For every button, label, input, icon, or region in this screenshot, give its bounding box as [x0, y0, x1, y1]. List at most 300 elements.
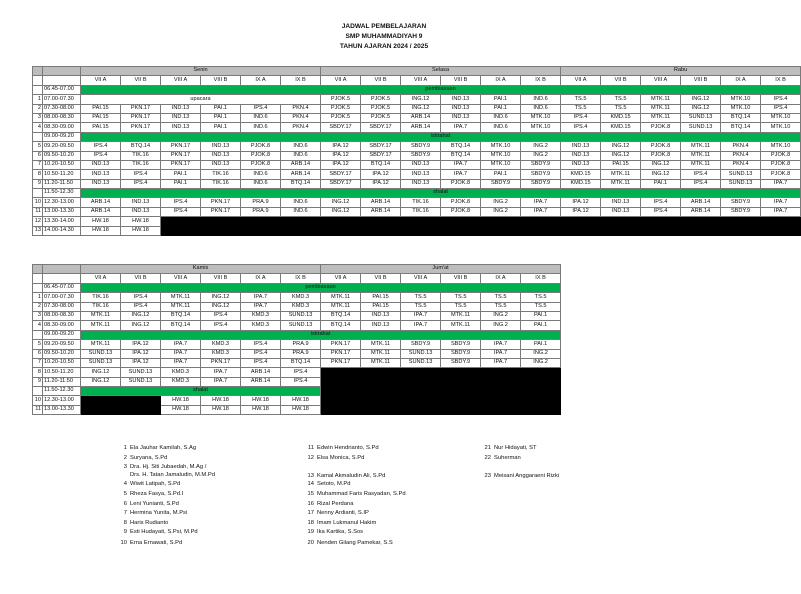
- lesson-cell: PJOK.5: [321, 104, 361, 113]
- lesson-cell: ARB.14: [281, 170, 321, 179]
- empty-slot: [81, 405, 161, 414]
- lesson-cell: IND.13: [81, 179, 121, 188]
- lesson-cell: HW.18: [281, 396, 321, 405]
- lesson-cell: PRA.9: [281, 349, 321, 358]
- row-no: 10: [33, 198, 43, 207]
- lesson-cell: KMD.3: [201, 349, 241, 358]
- teacher-no: 12: [307, 455, 314, 461]
- lesson-cell: ING.12: [601, 151, 641, 160]
- lesson-cell: PKN.17: [161, 151, 201, 160]
- lesson-cell: SUND.13: [281, 311, 321, 320]
- istirahat-band: istirahat: [81, 330, 561, 339]
- lesson-cell: KMD.15: [561, 179, 601, 188]
- lesson-cell: KMD.15: [601, 123, 641, 132]
- lesson-cell: ING.12: [321, 198, 361, 207]
- teacher-name: Suherman: [494, 455, 521, 461]
- lesson-cell: HW.18: [161, 396, 201, 405]
- lesson-cell: IPA.7: [161, 340, 201, 349]
- row-no: [33, 387, 43, 396]
- lesson-cell: PJOK.5: [361, 113, 401, 122]
- lesson-cell: HW.18: [241, 405, 281, 414]
- lesson-cell: MTK.10: [481, 151, 521, 160]
- subheader-time: [43, 76, 81, 85]
- lesson-cell: HW.18: [121, 226, 161, 235]
- class-header: VIII B: [201, 274, 241, 283]
- school-year: TAHUN AJARAN 2024 / 2025: [339, 43, 429, 50]
- lesson-cell: SUND.13: [81, 358, 121, 367]
- lesson-cell: TS.5: [561, 95, 601, 104]
- lesson-cell: IND.6: [241, 123, 281, 132]
- lesson-cell: IND.13: [161, 104, 201, 113]
- empty-slot: [321, 396, 561, 405]
- lesson-cell: MTK.11: [441, 321, 481, 330]
- lesson-cell: BTQ.14: [161, 311, 201, 320]
- lesson-cell: TS.5: [441, 293, 481, 302]
- teacher-name: Imam Lukmanul Hakim: [317, 520, 377, 526]
- lesson-cell: ING.12: [321, 207, 361, 216]
- lesson-cell: IPA.7: [521, 198, 561, 207]
- subheader-time: [43, 274, 81, 283]
- teacher-no: 22: [484, 455, 491, 461]
- lesson-cell: IPS.4: [241, 358, 281, 367]
- row-time: 08.30-09.00: [43, 321, 81, 330]
- lesson-cell: IPA.7: [401, 311, 441, 320]
- day-header: Rabu: [561, 67, 801, 76]
- lesson-cell: SUND.13: [721, 170, 761, 179]
- lesson-cell: ING.2: [481, 198, 521, 207]
- header-time: [43, 265, 81, 274]
- lesson-cell: SUND.13: [81, 349, 121, 358]
- row-no: 11: [33, 405, 43, 414]
- lesson-cell: IND.13: [441, 104, 481, 113]
- lesson-cell: ING.2: [521, 349, 561, 358]
- lesson-cell: ARB.14: [81, 207, 121, 216]
- lesson-cell: PKN.17: [321, 358, 361, 367]
- teacher-no: 18: [307, 520, 314, 526]
- lesson-cell: TS.5: [401, 302, 441, 311]
- lesson-cell: ING.2: [521, 358, 561, 367]
- teacher-name: Hermina Yunita, M.Psi: [130, 510, 188, 516]
- lesson-cell: BTQ.14: [161, 321, 201, 330]
- teacher-entry: [304, 456, 364, 462]
- schedule-title: JADWAL PEMBELAJARAN: [341, 23, 427, 30]
- lesson-cell: IPA.7: [161, 349, 201, 358]
- row-no: 12: [33, 217, 43, 226]
- lesson-cell: IPS.4: [641, 198, 681, 207]
- class-header: VII B: [601, 76, 641, 85]
- lesson-cell: IPA.12: [561, 207, 601, 216]
- lesson-cell: PRA.9: [241, 198, 281, 207]
- lesson-cell: PJOK.8: [241, 142, 281, 151]
- teacher-no: 11: [307, 445, 314, 451]
- lesson-cell: MTK.11: [601, 170, 641, 179]
- lesson-cell: ARB.14: [361, 207, 401, 216]
- class-header: IX A: [241, 274, 281, 283]
- lesson-cell: MTK.11: [601, 179, 641, 188]
- class-header: VII B: [361, 76, 401, 85]
- lesson-cell: PJOK.5: [361, 104, 401, 113]
- lesson-cell: PAI.1: [521, 311, 561, 320]
- lesson-cell: PAI.1: [641, 179, 681, 188]
- teacher-entry: [304, 521, 376, 527]
- lesson-cell: IND.6: [521, 95, 561, 104]
- lesson-cell: ARB.14: [81, 198, 121, 207]
- class-header: IX A: [481, 274, 521, 283]
- lesson-cell: MTK.11: [361, 358, 401, 367]
- row-time: 08.30-09.00: [43, 123, 81, 132]
- lesson-cell: PKN.17: [201, 198, 241, 207]
- teacher-name-alt: Drs. H. Tatan Jamaludin, M.M.Pd: [130, 471, 215, 478]
- lesson-cell: IPA.12: [121, 349, 161, 358]
- lesson-cell: IPS.4: [81, 142, 121, 151]
- class-header: VII A: [321, 274, 361, 283]
- lesson-cell: PKN.4: [281, 104, 321, 113]
- lesson-cell: SBDY.17: [321, 123, 361, 132]
- row-no: 11: [33, 207, 43, 216]
- lesson-cell: TIK.16: [201, 179, 241, 188]
- lesson-cell: ARB.14: [681, 207, 721, 216]
- lesson-cell: TIK.16: [201, 170, 241, 179]
- teacher-name: Muhammad Faris Rasyadan, S.Pd: [317, 491, 406, 497]
- lesson-cell: PAI.1: [201, 113, 241, 122]
- lesson-cell: IPS.4: [681, 179, 721, 188]
- lesson-cell: PAI.1: [481, 95, 521, 104]
- lesson-cell: PKN.17: [201, 358, 241, 367]
- lesson-cell: ING.12: [681, 104, 721, 113]
- lesson-cell: IND.13: [161, 123, 201, 132]
- schedule-table-mon-wed: [32, 66, 801, 236]
- lesson-cell: IND.13: [401, 160, 441, 169]
- row-no: 8: [33, 170, 43, 179]
- lesson-cell: MTK.10: [481, 142, 521, 151]
- lesson-cell: IPA.12: [361, 179, 401, 188]
- lesson-cell: BTQ.14: [721, 123, 761, 132]
- lesson-cell: MTK.10: [521, 123, 561, 132]
- lesson-cell: PRA.9: [241, 207, 281, 216]
- class-header: VIII A: [161, 76, 201, 85]
- lesson-cell: SBDY.9: [401, 340, 441, 349]
- day-header: Jum'at: [321, 265, 561, 274]
- lesson-cell: IPA.7: [241, 293, 281, 302]
- lesson-cell: SUND.13: [681, 113, 721, 122]
- lesson-cell: ING.12: [81, 368, 121, 377]
- lesson-cell: IPA.7: [441, 160, 481, 169]
- lesson-cell: PJOK.5: [361, 95, 401, 104]
- row-no: 1: [33, 95, 43, 104]
- lesson-cell: IPA.7: [201, 377, 241, 386]
- lesson-cell: PAI.15: [361, 302, 401, 311]
- lesson-cell: MTK.11: [441, 311, 481, 320]
- lesson-cell: IPA.12: [321, 151, 361, 160]
- teacher-name: Ela Jauhar Kamilah, S.Ag: [130, 445, 197, 451]
- lesson-cell: SBDY.9: [481, 179, 521, 188]
- teacher-entry: [304, 541, 393, 547]
- lesson-cell: PAI.1: [201, 123, 241, 132]
- lesson-cell: IND.13: [161, 113, 201, 122]
- lesson-cell: IPS.4: [121, 179, 161, 188]
- lesson-cell: IND.13: [561, 142, 601, 151]
- lesson-cell: MTK.11: [681, 151, 721, 160]
- teacher-no: 1: [123, 445, 127, 451]
- row-no: 8: [33, 368, 43, 377]
- teacher-no: 14: [307, 481, 314, 487]
- lesson-cell: PAI.1: [201, 104, 241, 113]
- lesson-cell: SBDY.9: [441, 358, 481, 367]
- lesson-cell: PAI.1: [161, 170, 201, 179]
- lesson-cell: ING.12: [121, 311, 161, 320]
- lesson-cell: SBDY.9: [401, 142, 441, 151]
- lesson-cell: MTK.11: [681, 142, 721, 151]
- lesson-cell: TIK.16: [121, 151, 161, 160]
- lesson-cell: MTK.11: [161, 302, 201, 311]
- lesson-cell: IND.13: [601, 207, 641, 216]
- lesson-cell: PKN.17: [121, 123, 161, 132]
- lesson-cell: IND.13: [561, 151, 601, 160]
- lesson-cell: BTQ.14: [281, 358, 321, 367]
- lesson-cell: PAI.1: [481, 170, 521, 179]
- lesson-cell: MTK.11: [361, 349, 401, 358]
- teacher-no: 17: [307, 510, 314, 516]
- teacher-name: Dra. Hj. Siti Jubaedah, M.Ag /: [130, 464, 207, 470]
- lesson-cell: IND.6: [241, 170, 281, 179]
- row-time: 07.00-07.30: [43, 293, 81, 302]
- lesson-cell: PRA.9: [281, 340, 321, 349]
- lesson-cell: HW.18: [121, 217, 161, 226]
- lesson-cell: ING.2: [521, 151, 561, 160]
- lesson-cell: TS.5: [441, 302, 481, 311]
- row-no: 9: [33, 179, 43, 188]
- teacher-entry: [117, 521, 168, 527]
- lesson-cell: MTK.10: [721, 104, 761, 113]
- lesson-cell: KMD.15: [601, 113, 641, 122]
- school-name: SMP MUHAMMADIYAH 9: [345, 33, 423, 40]
- lesson-cell: IPS.4: [121, 170, 161, 179]
- teacher-name: Kamal Akmaludin Ali, S.Pd: [317, 473, 386, 479]
- lesson-cell: IPA.7: [761, 207, 801, 216]
- lesson-cell: IND.13: [401, 179, 441, 188]
- lesson-cell: PAI.1: [521, 340, 561, 349]
- lesson-cell: TS.5: [521, 302, 561, 311]
- lesson-cell: MTK.11: [81, 340, 121, 349]
- lesson-cell: ING.12: [201, 293, 241, 302]
- row-no: 5: [33, 142, 43, 151]
- lesson-cell: IPS.4: [561, 123, 601, 132]
- lesson-cell: IND.6: [281, 198, 321, 207]
- lesson-cell: PAI.15: [601, 160, 641, 169]
- class-header: VIII B: [441, 274, 481, 283]
- row-no: 4: [33, 123, 43, 132]
- lesson-cell: IND.13: [81, 170, 121, 179]
- empty-slot: [321, 368, 561, 377]
- lesson-cell: PKN.4: [281, 113, 321, 122]
- class-header: VIII A: [161, 274, 201, 283]
- lesson-cell: MTK.10: [761, 123, 801, 132]
- lesson-cell: PKN.17: [161, 160, 201, 169]
- lesson-cell: IND.13: [401, 170, 441, 179]
- lesson-cell: SBDY.9: [521, 179, 561, 188]
- lesson-cell: IND.13: [361, 311, 401, 320]
- lesson-cell: ING.2: [481, 207, 521, 216]
- schedule-table-thu-fri: [32, 264, 561, 415]
- lesson-cell: SUND.13: [681, 123, 721, 132]
- class-header: VIII B: [441, 76, 481, 85]
- lesson-cell: SBDY.17: [361, 142, 401, 151]
- lesson-cell: TIK.16: [121, 160, 161, 169]
- teacher-entry: [117, 456, 167, 462]
- teacher-name: Setoto, M.Pd: [317, 481, 351, 487]
- lesson-cell: ARB.14: [241, 368, 281, 377]
- subheader-no: [33, 274, 43, 283]
- class-header: IX A: [481, 76, 521, 85]
- lesson-cell: IPA.12: [121, 340, 161, 349]
- row-no: [33, 330, 43, 339]
- lesson-cell: IPS.4: [641, 207, 681, 216]
- lesson-cell: TS.5: [481, 293, 521, 302]
- row-time: 09.20-09.50: [43, 142, 81, 151]
- teacher-name: Esti Hudayati, S.Psi, M.Pd: [130, 529, 198, 535]
- row-time: 08.00-08.30: [43, 311, 81, 320]
- lesson-cell: PKN.17: [161, 142, 201, 151]
- lesson-cell: IPA.12: [121, 358, 161, 367]
- teacher-entry: [117, 492, 183, 498]
- lesson-cell: HW.18: [241, 396, 281, 405]
- lesson-cell: TS.5: [601, 104, 641, 113]
- lesson-cell: ARB.14: [401, 123, 441, 132]
- day-header: Kamis: [81, 265, 321, 274]
- teacher-name: Nenden Gilang Pamekar, S.S: [317, 540, 393, 546]
- row-no: 2: [33, 104, 43, 113]
- row-no: 2: [33, 302, 43, 311]
- lesson-cell: TIK.16: [401, 198, 441, 207]
- lesson-cell: IPA.7: [201, 368, 241, 377]
- teacher-entry: [304, 492, 406, 498]
- class-header: VII A: [561, 76, 601, 85]
- lesson-cell: MTK.11: [641, 104, 681, 113]
- teacher-name: Leni Yunianti, S.Pd: [130, 501, 179, 507]
- teacher-entry: [117, 541, 182, 547]
- empty-slot: [321, 387, 561, 396]
- lesson-cell: IPS.4: [761, 104, 801, 113]
- row-time: 14.00-14.30: [43, 226, 81, 235]
- lesson-cell: ING.12: [681, 95, 721, 104]
- lesson-cell: PJOK.8: [761, 151, 801, 160]
- class-header: IX B: [521, 76, 561, 85]
- lesson-cell: PKN.17: [321, 349, 361, 358]
- teacher-entry: [117, 502, 179, 508]
- lesson-cell: ARB.14: [241, 377, 281, 386]
- row-time: 08.00-08.30: [43, 113, 81, 122]
- lesson-cell: PAI.15: [81, 104, 121, 113]
- lesson-cell: PJOK.8: [641, 123, 681, 132]
- lesson-cell: BTQ.14: [321, 311, 361, 320]
- lesson-cell: MTK.11: [81, 311, 121, 320]
- lesson-cell: IND.13: [441, 95, 481, 104]
- row-no: [33, 132, 43, 141]
- teacher-entry: [304, 474, 385, 480]
- lesson-cell: IND.13: [81, 160, 121, 169]
- class-header: VII B: [121, 274, 161, 283]
- lesson-cell: ING.12: [401, 104, 441, 113]
- lesson-cell: PJOK.8: [641, 151, 681, 160]
- header-no: [33, 265, 43, 274]
- subheader-no: [33, 76, 43, 85]
- lesson-cell: SUND.13: [401, 358, 441, 367]
- teacher-name: Erna Ernawati, S.Pd: [130, 540, 183, 546]
- lesson-cell: KMD.3: [281, 293, 321, 302]
- teacher-name: Suryana, S.Pd: [130, 455, 168, 461]
- lesson-cell: IPS.4: [161, 207, 201, 216]
- teacher-no: 16: [307, 501, 314, 507]
- lesson-cell: HW.18: [201, 405, 241, 414]
- class-header: VII B: [121, 76, 161, 85]
- lesson-cell: IPA.7: [521, 207, 561, 216]
- class-header: IX A: [241, 76, 281, 85]
- teacher-no: 9: [123, 529, 127, 535]
- row-time: 07.30-08.00: [43, 302, 81, 311]
- lesson-cell: BTQ.14: [441, 142, 481, 151]
- row-no: 9: [33, 377, 43, 386]
- shalat-band: shalat: [81, 387, 321, 396]
- class-header: IX B: [281, 274, 321, 283]
- row-time: 13.00-13.30: [43, 207, 81, 216]
- lesson-cell: HW.18: [281, 405, 321, 414]
- lesson-cell: KMD.15: [561, 170, 601, 179]
- lesson-cell: KMD.3: [241, 311, 281, 320]
- row-no: [33, 189, 43, 198]
- lesson-cell: IPA.12: [321, 142, 361, 151]
- teacher-no: 8: [123, 520, 127, 526]
- lesson-cell: KMD.3: [161, 368, 201, 377]
- row-time: 11.50-12.30: [43, 387, 81, 396]
- lesson-cell: IND.13: [601, 198, 641, 207]
- row-time: 12.30-13.00: [43, 396, 81, 405]
- lesson-cell: ING.12: [641, 170, 681, 179]
- lesson-cell: IPS.4: [241, 349, 281, 358]
- lesson-cell: BTQ.14: [361, 160, 401, 169]
- row-time: 07.30-08.00: [43, 104, 81, 113]
- lesson-cell: SBDY.9: [521, 160, 561, 169]
- lesson-cell: PJOK.8: [241, 151, 281, 160]
- lesson-cell: BTQ.14: [121, 142, 161, 151]
- teacher-name: Ika Kartika, S.Sos: [317, 529, 364, 535]
- lesson-cell: IPS.4: [681, 170, 721, 179]
- row-time: 06.45-07.00: [43, 85, 81, 94]
- lesson-cell: IND.6: [241, 113, 281, 122]
- lesson-cell: ING.12: [121, 321, 161, 330]
- lesson-cell: IPA.7: [441, 170, 481, 179]
- lesson-cell: MTK.11: [641, 113, 681, 122]
- teacher-name: Elsa Monica, S.Pd: [317, 455, 365, 461]
- teacher-entry: [304, 502, 353, 508]
- teacher-entry: [117, 446, 196, 452]
- lesson-cell: PKN.17: [321, 340, 361, 349]
- lesson-cell: IPS.4: [281, 368, 321, 377]
- lesson-cell: MTK.11: [681, 160, 721, 169]
- lesson-cell: PAI.1: [481, 104, 521, 113]
- lesson-cell: IND.6: [281, 142, 321, 151]
- lesson-cell: PKN.17: [121, 104, 161, 113]
- lesson-cell: PJOK.5: [321, 95, 361, 104]
- teacher-no: 21: [484, 445, 491, 451]
- row-no: 7: [33, 160, 43, 169]
- lesson-cell: MTK.10: [721, 95, 761, 104]
- lesson-cell: SBDY.9: [441, 340, 481, 349]
- lesson-cell: IND.13: [201, 142, 241, 151]
- lesson-cell: IPA.7: [481, 349, 521, 358]
- day-header: Selasa: [321, 67, 561, 76]
- row-time: 09.50-10.20: [43, 349, 81, 358]
- lesson-cell: IND.13: [561, 160, 601, 169]
